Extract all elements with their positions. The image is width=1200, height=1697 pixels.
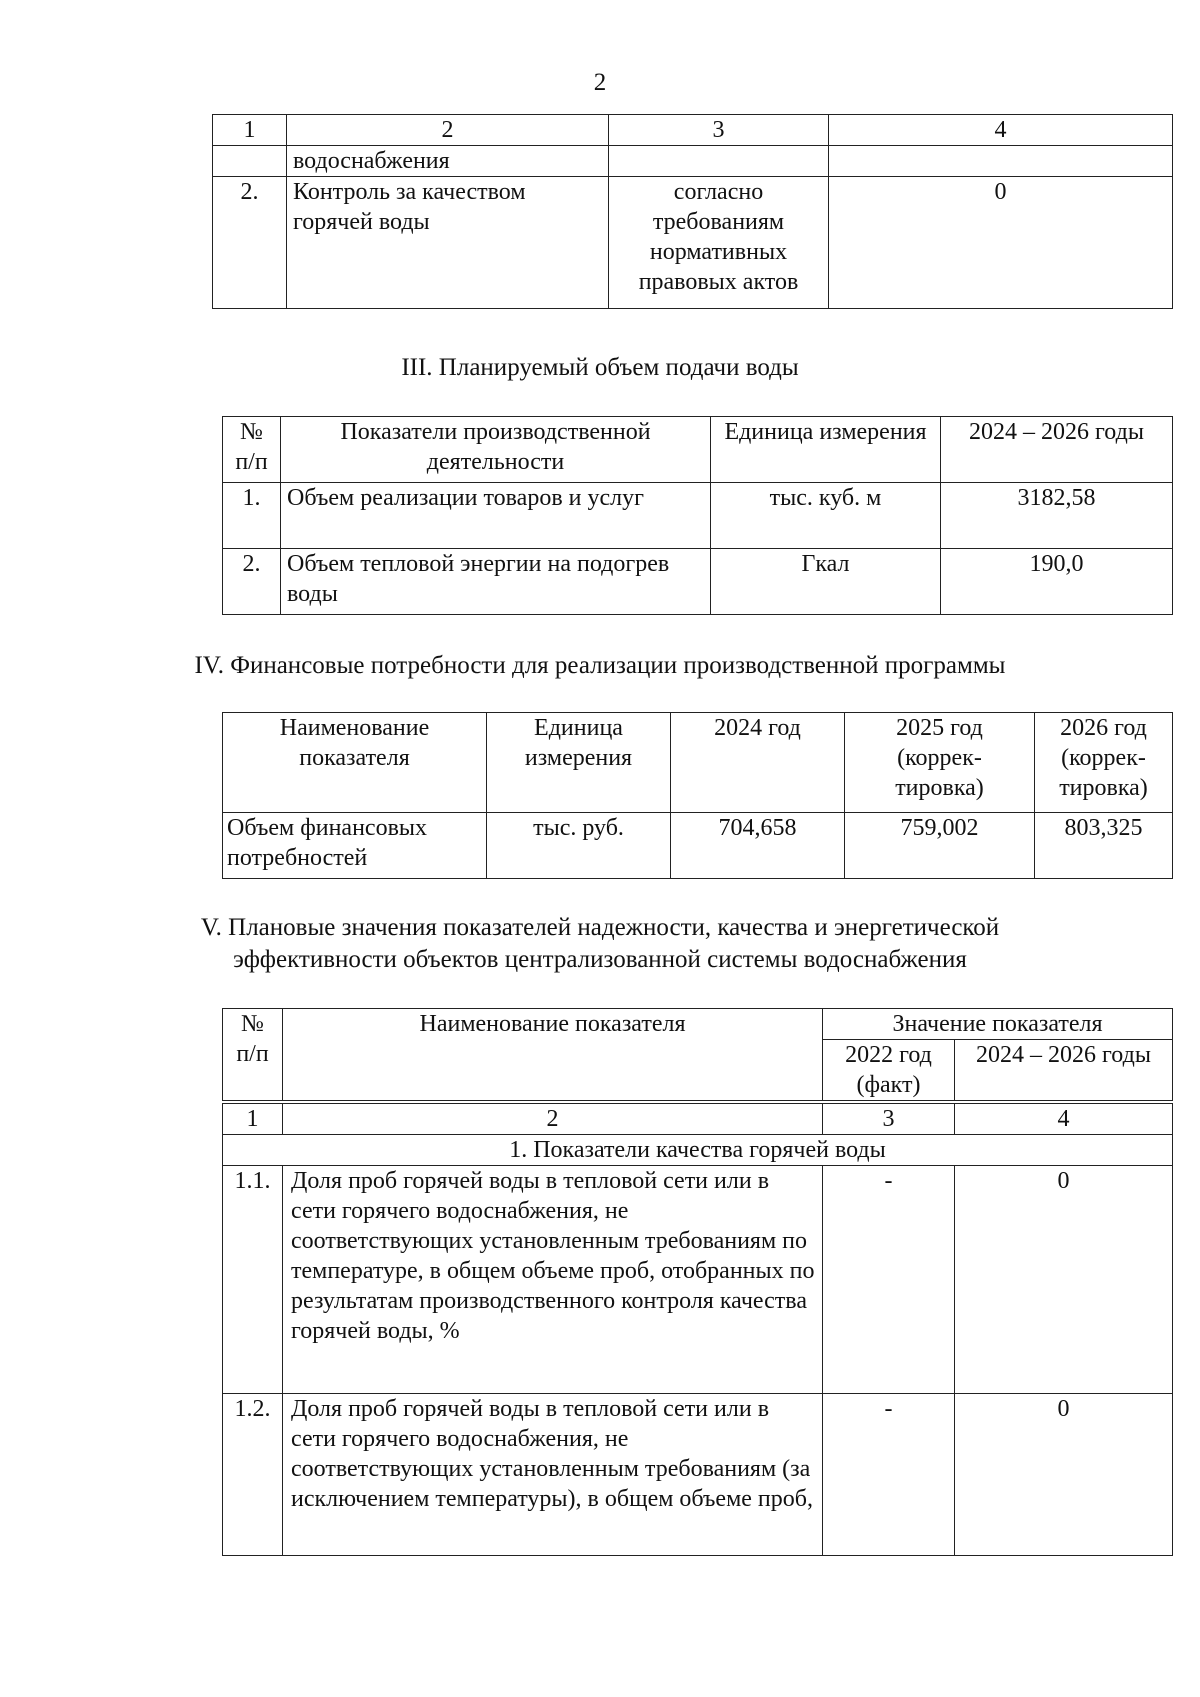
header-name: Наименование показателя xyxy=(283,1009,823,1101)
table-row xyxy=(213,146,1173,177)
table-row xyxy=(223,549,1173,615)
table-row xyxy=(223,1166,1173,1394)
row-number: 2. xyxy=(223,549,281,615)
header-indicator: Показатели производственной деятельности xyxy=(281,417,711,483)
row-fact: - xyxy=(823,1394,955,1556)
col-number-4: 4 xyxy=(955,1104,1173,1135)
header-number: № п/п xyxy=(223,1009,283,1101)
page-number: 2 xyxy=(593,69,607,96)
row-basis: согласно требованиям нормативных правовых актов xyxy=(609,177,829,309)
table-header-row xyxy=(223,417,1173,483)
row-value-2025: 759,002 xyxy=(845,813,1035,879)
table-header-row xyxy=(213,115,1173,146)
col-number-4: 4 xyxy=(829,115,1173,146)
row-number: 2. xyxy=(213,177,287,309)
row-unit: Гкал xyxy=(711,549,941,615)
header-fact: 2022 год (факт) xyxy=(823,1040,955,1101)
row-value: 190,0 xyxy=(941,549,1173,615)
header-name: Наименование показателя xyxy=(223,713,487,813)
row-value-2026: 803,325 xyxy=(1035,813,1173,879)
section5-title-line2: эффективности объектов централизованной системы водоснабжения xyxy=(233,946,967,973)
col-number-1: 1 xyxy=(223,1104,283,1135)
col-number-2: 2 xyxy=(283,1104,823,1135)
row-name: Объем финансовых потребностей xyxy=(223,813,487,879)
row-name: Доля проб горячей воды в тепловой сети или в сети горячего водоснабжения, не соответствующих установленным требованиям по температуре, в общем объеме проб, отобранных по результатам производственного контроля качества горячей воды, % xyxy=(283,1166,823,1394)
row-value-2024: 704,658 xyxy=(671,813,845,879)
table-quality-indicators xyxy=(222,1008,1173,1556)
table-water-supply-control xyxy=(212,114,1173,309)
group-title: 1. Показатели качества горячей воды xyxy=(223,1135,1173,1166)
row-value: 3182,58 xyxy=(941,483,1173,549)
table-row xyxy=(213,177,1173,309)
col-number-1: 1 xyxy=(213,115,287,146)
col-number-2: 2 xyxy=(287,115,609,146)
header-unit: Единица измерения xyxy=(487,713,671,813)
section5-title-line1: V. Плановые значения показателей надежности, качества и энергетической xyxy=(200,914,1000,941)
header-2024: 2024 год xyxy=(671,713,845,813)
group-row xyxy=(223,1135,1173,1166)
row-unit: тыс. руб. xyxy=(487,813,671,879)
table-row xyxy=(223,813,1173,879)
row-value: 0 xyxy=(955,1394,1173,1556)
header-value-group: Значение показателя xyxy=(823,1009,1173,1040)
table-header-row xyxy=(223,713,1173,813)
col-number-3: 3 xyxy=(823,1104,955,1135)
row-number: 1.1. xyxy=(223,1166,283,1394)
row-value: 0 xyxy=(829,177,1173,309)
row-number: 1.2. xyxy=(223,1394,283,1556)
row-name: Объем тепловой энергии на подогрев воды xyxy=(281,549,711,615)
row-name: Контроль за качеством горячей воды xyxy=(287,177,609,309)
column-number-row xyxy=(223,1104,1173,1135)
row-name: водоснабжения xyxy=(287,146,609,177)
header-period: 2024 – 2026 годы xyxy=(955,1040,1173,1101)
row-value: 0 xyxy=(955,1166,1173,1394)
section4-title: IV. Финансовые потребности для реализации производственной программы xyxy=(194,652,1006,679)
col-number-3: 3 xyxy=(609,115,829,146)
row-name: Объем реализации товаров и услуг xyxy=(281,483,711,549)
table-financial-needs xyxy=(222,712,1173,879)
row-fact: - xyxy=(823,1166,955,1394)
row-unit: тыс. куб. м xyxy=(711,483,941,549)
table-row xyxy=(223,483,1173,549)
row-number: 1. xyxy=(223,483,281,549)
table-row xyxy=(223,1394,1173,1556)
header-2025: 2025 год (коррек- тировка) xyxy=(845,713,1035,813)
table-header-row xyxy=(223,1009,1173,1040)
header-period: 2024 – 2026 годы xyxy=(941,417,1173,483)
header-number: № п/п xyxy=(223,417,281,483)
row-name: Доля проб горячей воды в тепловой сети или в сети горячего водоснабжения, не соответствующих установленным требованиям (за исключением температуры), в общем объеме проб, xyxy=(283,1394,823,1556)
section3-title: III. Планируемый объем подачи воды xyxy=(401,354,799,381)
header-unit: Единица измерения xyxy=(711,417,941,483)
table-planned-water-volume xyxy=(222,416,1173,615)
header-2026: 2026 год (коррек- тировка) xyxy=(1035,713,1173,813)
